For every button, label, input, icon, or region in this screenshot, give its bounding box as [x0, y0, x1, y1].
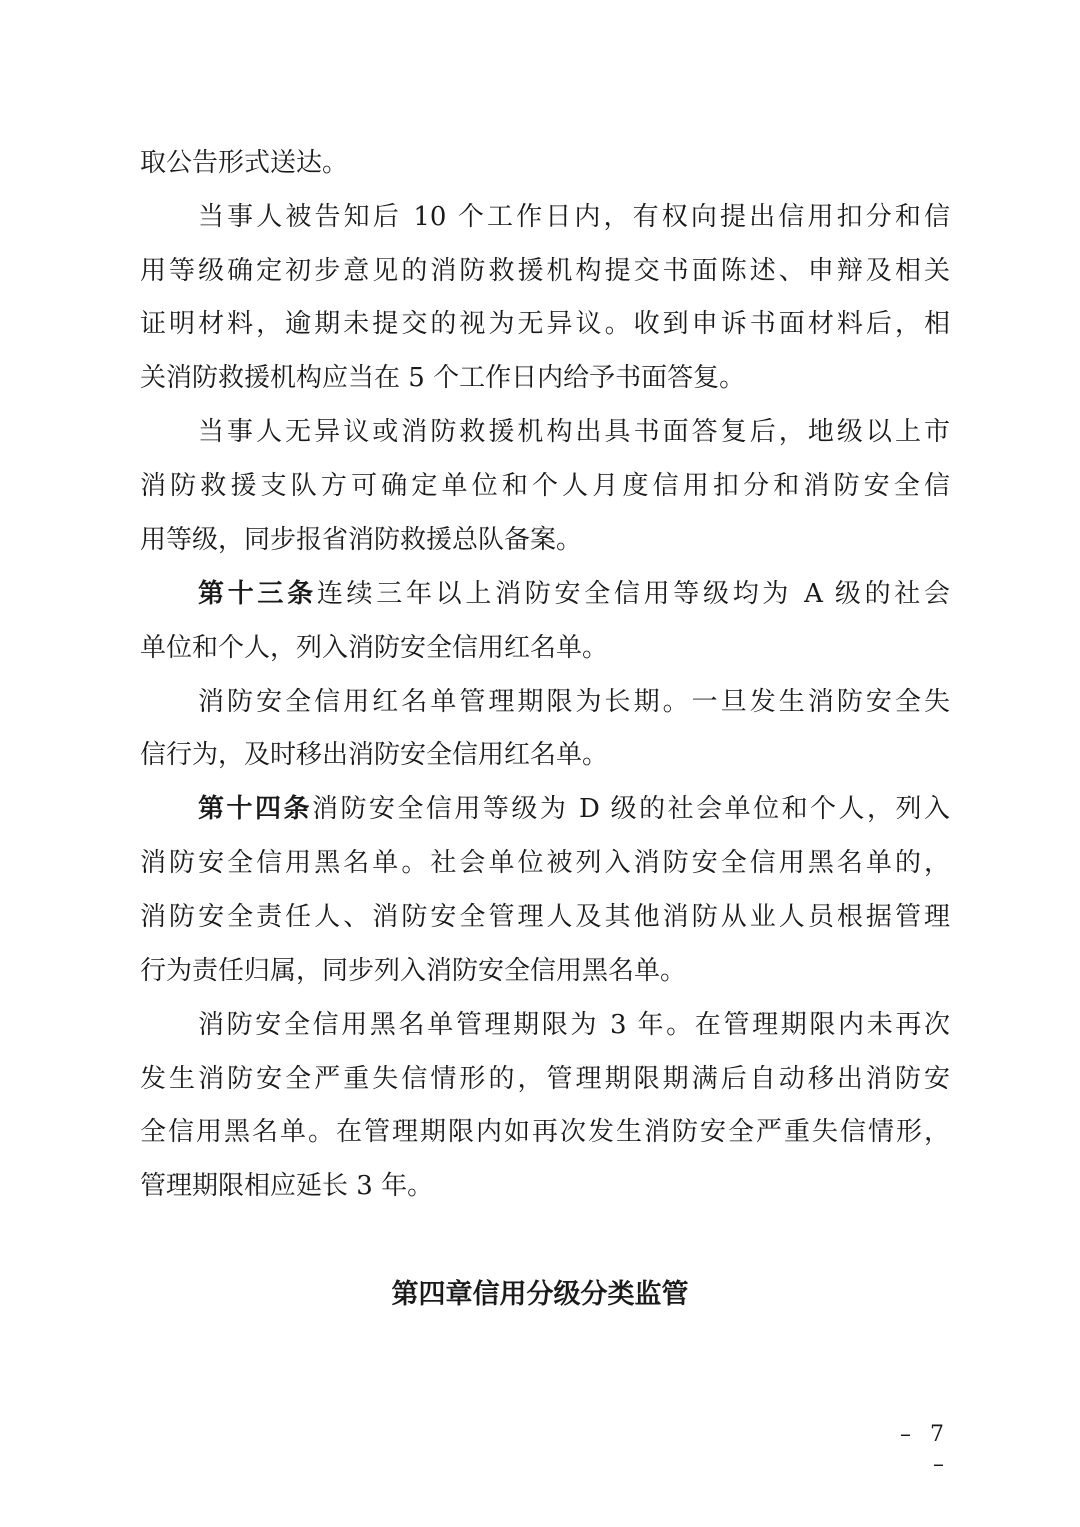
text-line: 消防安全信用黑名单管理期限为 3 年。在管理期限内未再次: [198, 1010, 950, 1040]
text-line: 消防救援支队方可确定单位和个人月度信用扣分和消防安全信: [140, 471, 950, 501]
text-span: 消防安全信用等级为 D 级的社会单位和个人，列入: [311, 794, 950, 824]
text-line: 证明材料，逾期未提交的视为无异议。收到申诉书面材料后，相: [140, 309, 950, 339]
text-span: 连续三年以上消防安全信用等级均为 A 级的社会: [316, 579, 950, 609]
text-line: 消防安全责任人、消防安全管理人及其他消防从业人员根据管理: [140, 902, 950, 932]
text-line: 用等级，同步报省消防救援总队备案。: [140, 525, 583, 555]
text-line: 消防安全信用黑名单。社会单位被列入消防安全信用黑名单的，: [140, 848, 950, 878]
chapter-heading: 第四章信用分级分类监管: [391, 1279, 689, 1310]
article-13-label: 第十三条: [198, 579, 317, 609]
text-line: 管理期限相应延长 3 年。: [140, 1171, 434, 1201]
article-14-line: [198, 789, 950, 829]
text-line: 单位和个人，列入消防安全信用红名单。: [140, 633, 609, 663]
text-line: 发生消防安全严重失信情形的，管理期限期满后自动移出消防安: [140, 1064, 950, 1094]
text-line: 当事人被告知后 10 个工作日内，有权向提出信用扣分和信: [198, 202, 950, 232]
text-line: 取公告形式送达。: [140, 148, 349, 178]
page-number: – 7 –: [900, 1422, 950, 1477]
text-line: 信行为，及时移出消防安全信用红名单。: [140, 740, 609, 770]
text-line: 全信用黑名单。在管理期限内如再次发生消防安全严重失信情形，: [140, 1117, 950, 1147]
article-14-label: 第十四条: [198, 794, 312, 824]
text-line: 消防安全信用红名单管理期限为长期。一旦发生消防安全失: [198, 687, 950, 717]
article-13-line: [198, 574, 950, 614]
text-line: 用等级确定初步意见的消防救援机构提交书面陈述、申辩及相关: [140, 256, 950, 286]
text-line: 关消防救援机构应当在 5 个工作日内给予书面答复。: [140, 363, 746, 393]
text-line: 当事人无异议或消防救援机构出具书面答复后，地级以上市: [198, 417, 950, 447]
text-line: 行为责任归属，同步列入消防安全信用黑名单。: [140, 956, 687, 986]
